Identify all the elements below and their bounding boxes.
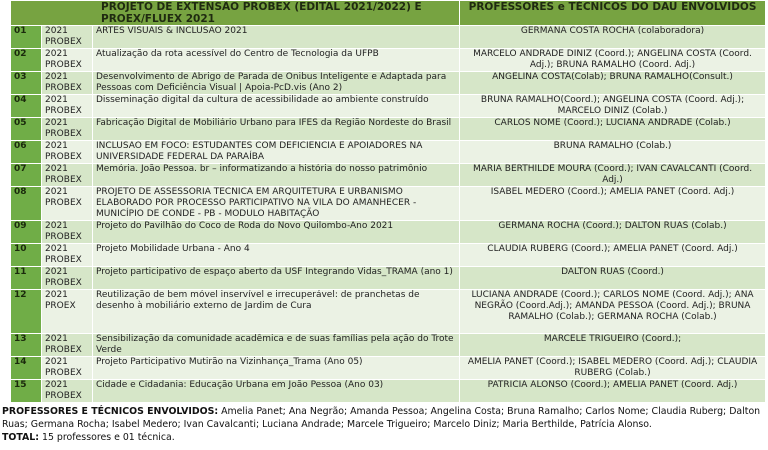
row-number: 09 [11, 221, 42, 244]
table-row [11, 267, 766, 290]
row-team: BRUNA RAMALHO (Colab.) [460, 141, 766, 164]
row-number: 05 [11, 118, 42, 141]
row-number: 06 [11, 141, 42, 164]
involved-list: Amelia Panet; Ana Negrão; Amanda Pessoa; Angelina Costa; Bruna Ramalho; Carlos Nome; Claudia Ruberg; Dalton Ruas; Germana Rocha; Isabel Medero; Ivan Cavalcanti; Luciana Andrade; Marcele Trigueiro; Marcelo Diniz; Maria Berthilde, Patrícia Alonso. [2, 406, 761, 430]
table-row [11, 95, 766, 118]
row-year-program: 2021 PROBEX [42, 267, 93, 290]
row-project-name: Sensibilização da comunidade acadêmica e de suas famílias pela ação do Trote Verde [93, 334, 460, 357]
table-body [11, 26, 766, 403]
row-team: MARIA BERTHILDE MOURA (Coord.); IVAN CAVALCANTI (Coord. Adj.) [460, 164, 766, 187]
row-year-program: 2021 PROBEX [42, 221, 93, 244]
row-year-program: 2021 PROEX [42, 290, 93, 334]
row-number: 08 [11, 187, 42, 221]
row-project-name: Projeto participativo de espaço aberto da USF Integrando Vidas_TRAMA (ano 1) [93, 267, 460, 290]
table-row [11, 49, 766, 72]
row-year-program: 2021 PROBEX [42, 26, 93, 49]
header-team-title: PROFESSORES e TÉCNICOS DO DAU ENVOLVIDOS [460, 1, 766, 26]
row-project-name: ARTES VISUAIS & INCLUSÃO 2021 [93, 26, 460, 49]
row-year-program: 2021 PROBEX [42, 164, 93, 187]
total-text: 15 professores e 01 técnica. [39, 432, 175, 443]
table-row [11, 244, 766, 267]
row-number: 10 [11, 244, 42, 267]
table-row [11, 26, 766, 49]
row-team: GERMANA COSTA ROCHA (colaboradora) [460, 26, 766, 49]
table-row [11, 380, 766, 403]
row-project-name: Memória. João Pessoa. br – informatizando a história do nosso patrimônio [93, 164, 460, 187]
row-project-name: Projeto Participativo Mutirão na Vizinhança_Trama (Ano 05) [93, 357, 460, 380]
row-team: MARCELE TRIGUEIRO (Coord.); [460, 334, 766, 357]
header-project-title: PROJETO DE EXTENSÃO PROBEX (EDITAL 2021/2022) E PROEX/FLUEX 2021 [11, 1, 460, 26]
row-team: MARCELO ANDRADE DINIZ (Coord.); ANGELINA COSTA (Coord. Adj.); BRUNA RAMALHO (Coord. Adj.) [460, 49, 766, 72]
row-project-name: Fabricação Digital de Mobiliário Urbano para IFES da Região Nordeste do Brasil [93, 118, 460, 141]
row-team: DALTON RUAS (Coord.) [460, 267, 766, 290]
total-line [2, 431, 766, 444]
involved-label: PROFESSORES E TÉCNICOS ENVOLVIDOS: [2, 406, 219, 417]
row-year-program: 2021 PROBEX [42, 380, 93, 403]
row-year-program: 2021 PROBEX [42, 72, 93, 95]
row-year-program: 2021 PROBEX [42, 95, 93, 118]
row-year-program: 2021 PROBEX [42, 244, 93, 267]
table-header-row [11, 1, 766, 26]
row-year-program: 2021 PROBEX [42, 49, 93, 72]
row-number: 02 [11, 49, 42, 72]
row-team: LUCIANA ANDRADE (Coord.); CARLOS NOME (Coord. Adj.); ANA NEGRÃO (Coord.Adj.); AMANDA PESSOA (Coord. Adj.); BRUNA RAMALHO (Colab.); GERMANA ROCHA (Colab.) [460, 290, 766, 334]
row-year-program: 2021 PROBEX [42, 141, 93, 164]
row-year-program: 2021 PROBEX [42, 334, 93, 357]
row-team: ANGELINA COSTA(Colab); BRUNA RAMALHO(Consult.) [460, 72, 766, 95]
table-row [11, 72, 766, 95]
row-project-name: Projeto Mobilidade Urbana - Ano 4 [93, 244, 460, 267]
row-team: CARLOS NOME (Coord.); LUCIANA ANDRADE (Colab.) [460, 118, 766, 141]
row-project-name: Projeto do Pavilhão do Coco de Roda do Novo Quilombo-Ano 2021 [93, 221, 460, 244]
table-row [11, 221, 766, 244]
row-team: ISABEL MEDERO (Coord.); AMÉLIA PANET (Coord. Adj.) [460, 187, 766, 221]
involved-line [2, 405, 766, 431]
footer-summary [2, 405, 766, 444]
table-row [11, 290, 766, 334]
table-row [11, 187, 766, 221]
row-project-name: Desenvolvimento de Abrigo de Parada de Ônibus Inteligente e Adaptada para Pessoas com Deficiência Visual | Apoia-PcD.vis (Ano 2) [93, 72, 460, 95]
row-number: 14 [11, 357, 42, 380]
table-row [11, 334, 766, 357]
row-year-program: 2021 PROBEX [42, 357, 93, 380]
row-project-name: INCLUSÃO EM FOCO: ESTUDANTES COM DEFICIÊNCIA E APOIADORES NA UNIVERSIDADE FEDERAL DA PARAÍBA [93, 141, 460, 164]
row-project-name: Reutilização de bem móvel inservível e irrecuperável: de pranchetas de desenho à mobiliário externo de Jardim de Cura [93, 290, 460, 334]
row-project-name: PROJETO DE ASSESSORIA TÉCNICA EM ARQUITETURA E URBANISMO ELABORADO POR PROCESSO PARTICIPATIVO NA VILA DO AMANHECER - MUNICÍPIO DE CONDE - PB - MODULO HABITAÇÃO [93, 187, 460, 221]
table-row [11, 164, 766, 187]
table-row [11, 118, 766, 141]
row-team: GERMANA ROCHA (Coord.); DALTON RUAS (Colab.) [460, 221, 766, 244]
row-project-name: Atualização da rota acessível do Centro de Tecnologia da UFPB [93, 49, 460, 72]
table-row [11, 141, 766, 164]
row-year-program: 2021 PROBEX [42, 118, 93, 141]
row-team: AMELIA PANET (Coord.); ISABEL MEDERO (Coord. Adj.); CLAUDIA RUBERG (Colab.) [460, 357, 766, 380]
projects-table [10, 0, 766, 403]
row-number: 15 [11, 380, 42, 403]
row-number: 03 [11, 72, 42, 95]
row-year-program: 2021 PROBEX [42, 187, 93, 221]
row-number: 11 [11, 267, 42, 290]
row-number: 07 [11, 164, 42, 187]
row-number: 13 [11, 334, 42, 357]
row-number: 01 [11, 26, 42, 49]
row-project-name: Cidade e Cidadania: Educação Urbana em João Pessoa (Ano 03) [93, 380, 460, 403]
row-project-name: Disseminação digital da cultura de acessibilidade ao ambiente construído [93, 95, 460, 118]
row-number: 04 [11, 95, 42, 118]
total-label: TOTAL: [2, 432, 40, 443]
row-team: PATRÍCIA ALONSO (Coord.); AMELIA PANET (Coord. Adj.) [460, 380, 766, 403]
table-row [11, 357, 766, 380]
row-team: BRUNA RAMALHO(Coord.); ANGELINA COSTA (Coord. Adj.); MARCELO DINIZ (Colab.) [460, 95, 766, 118]
row-number: 12 [11, 290, 42, 334]
row-team: CLAUDIA RUBERG (Coord.); AMELIA PANET (Coord. Adj.) [460, 244, 766, 267]
